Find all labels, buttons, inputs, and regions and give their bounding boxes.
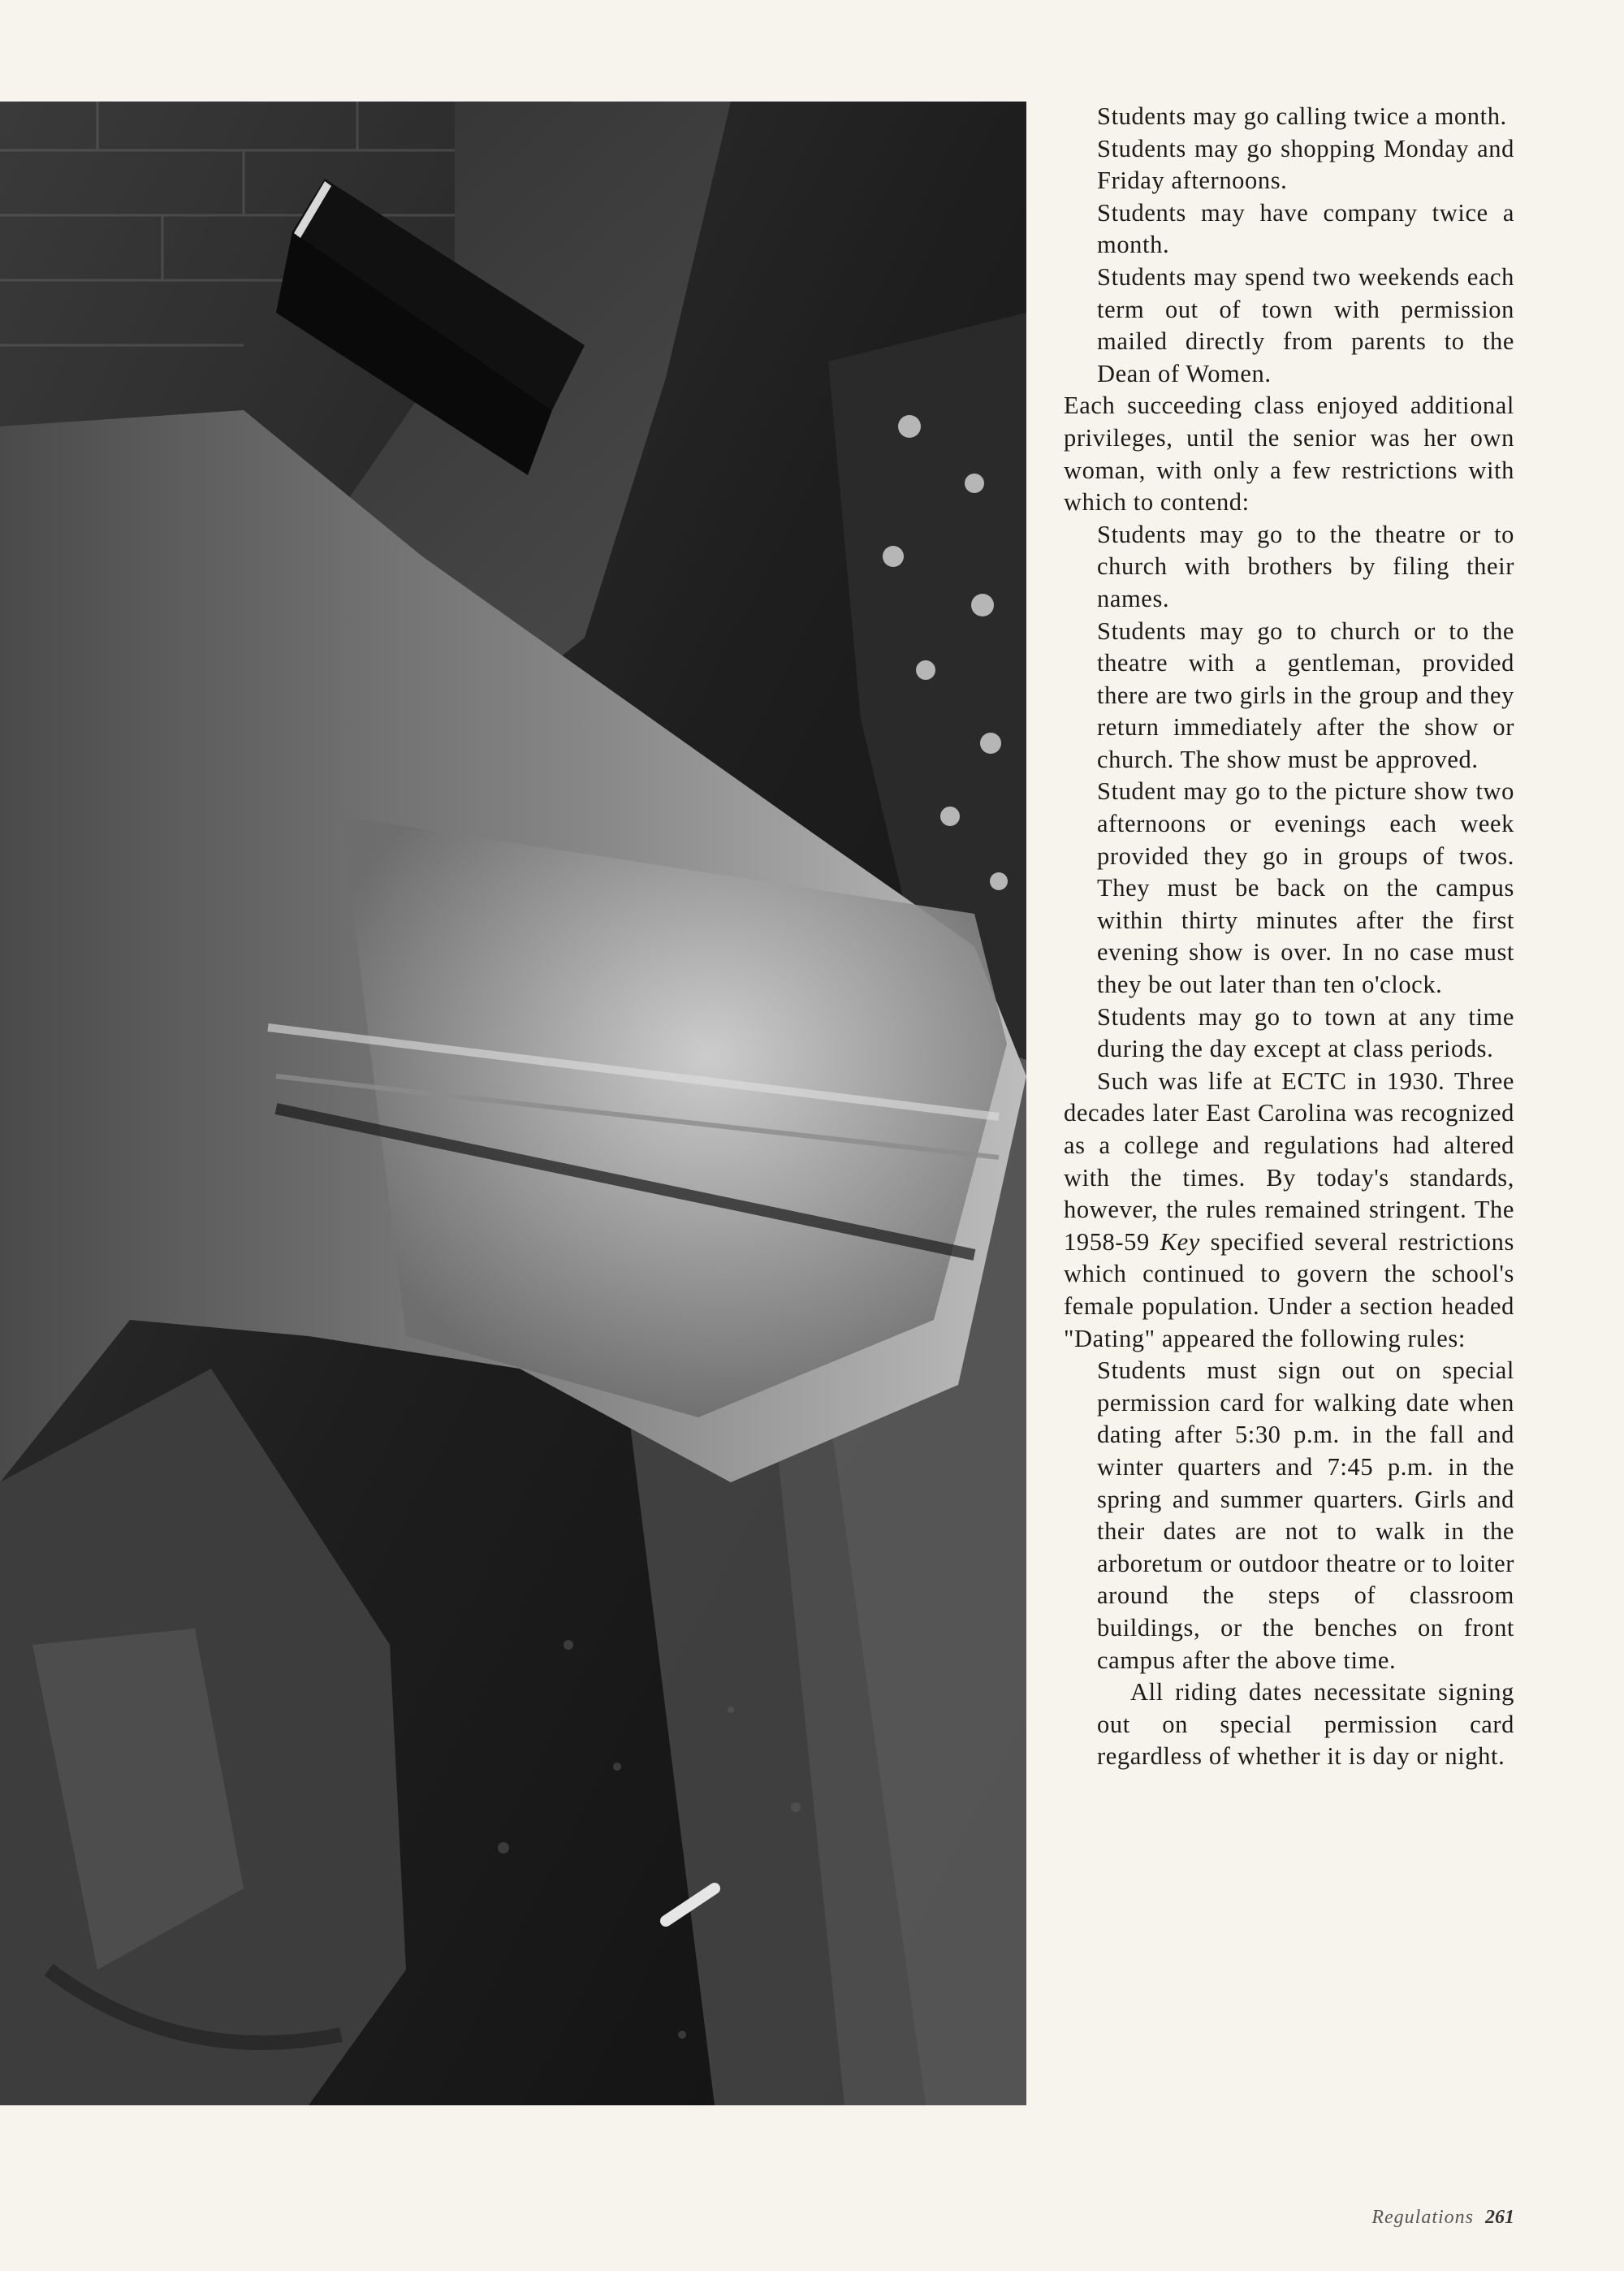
page-footer [1371, 2207, 1514, 2229]
rule-calling: Students may go calling twice a month. [1097, 102, 1507, 130]
rule-company: Students may have company twice a month. [1097, 198, 1514, 259]
rule-walking-date: Students must sign out on special permission card for walking date when dating after 5:30 p.m. in the fall and winter quarters and 7:45 p.m. in the spring and summer quarters. Girls and their dates are not to walk in the arboretum or outdoor theatre or to loiter around the steps of classroom buildings, or the benches on front campus after the above time. [1097, 1356, 1514, 1674]
paragraph-succeeding-class: Each succeeding class enjoyed additional privileges, until the senior was her own woman, with only a few restrictions with which to contend: [1064, 391, 1514, 517]
rule-riding-date: All riding dates necessitate signing out on special permission card regardless of whether it is day or night. [1097, 1678, 1514, 1771]
key-handbook-title: Key [1160, 1227, 1200, 1256]
rule-picture-show: Student may go to the picture show two afternoons or evenings each week provided they go in groups of twos. They must be back on the campus within thirty minutes after the first evening show is over. In no case must they be out later than ten o'clock. [1097, 777, 1514, 999]
rule-theatre-brothers: Students may go to the theatre or to church with brothers by filing their names. [1097, 520, 1514, 612]
rule-shopping: Students may go shopping Monday and Friday afternoons. [1097, 134, 1514, 195]
article-column [1064, 101, 1514, 1773]
footer-section: Regulations [1371, 2207, 1474, 2228]
photo-student-jeans-book-icon [0, 102, 1026, 2105]
paragraph-1930-text: Such was life at ECTC in 1930. Three decades later East Carolina was recognized as a college and regulations had altered with the times. By today's standards, however, the rules remained stringent. The 1958-59 [1064, 1066, 1514, 1256]
rule-town: Students may go to town at any time during the day except at class periods. [1097, 1002, 1514, 1063]
page-number: 261 [1485, 2207, 1514, 2228]
photo [0, 102, 1026, 2105]
paragraph-1930-end: specified several restrictions which continued to govern the school's female population. Under a section headed "Dating" appeared the following rules: [1064, 1227, 1514, 1352]
rule-weekends: Students may spend two weekends each term out of town with permission mailed directly from parents to the Dean of Women. [1097, 262, 1514, 387]
paragraph-1930 [1064, 1066, 1514, 1355]
rule-church-gentleman: Students may go to church or to the theatre with a gentleman, provided there are two girls in the group and they return immediately after the show or church. The show must be approved. [1097, 616, 1514, 773]
